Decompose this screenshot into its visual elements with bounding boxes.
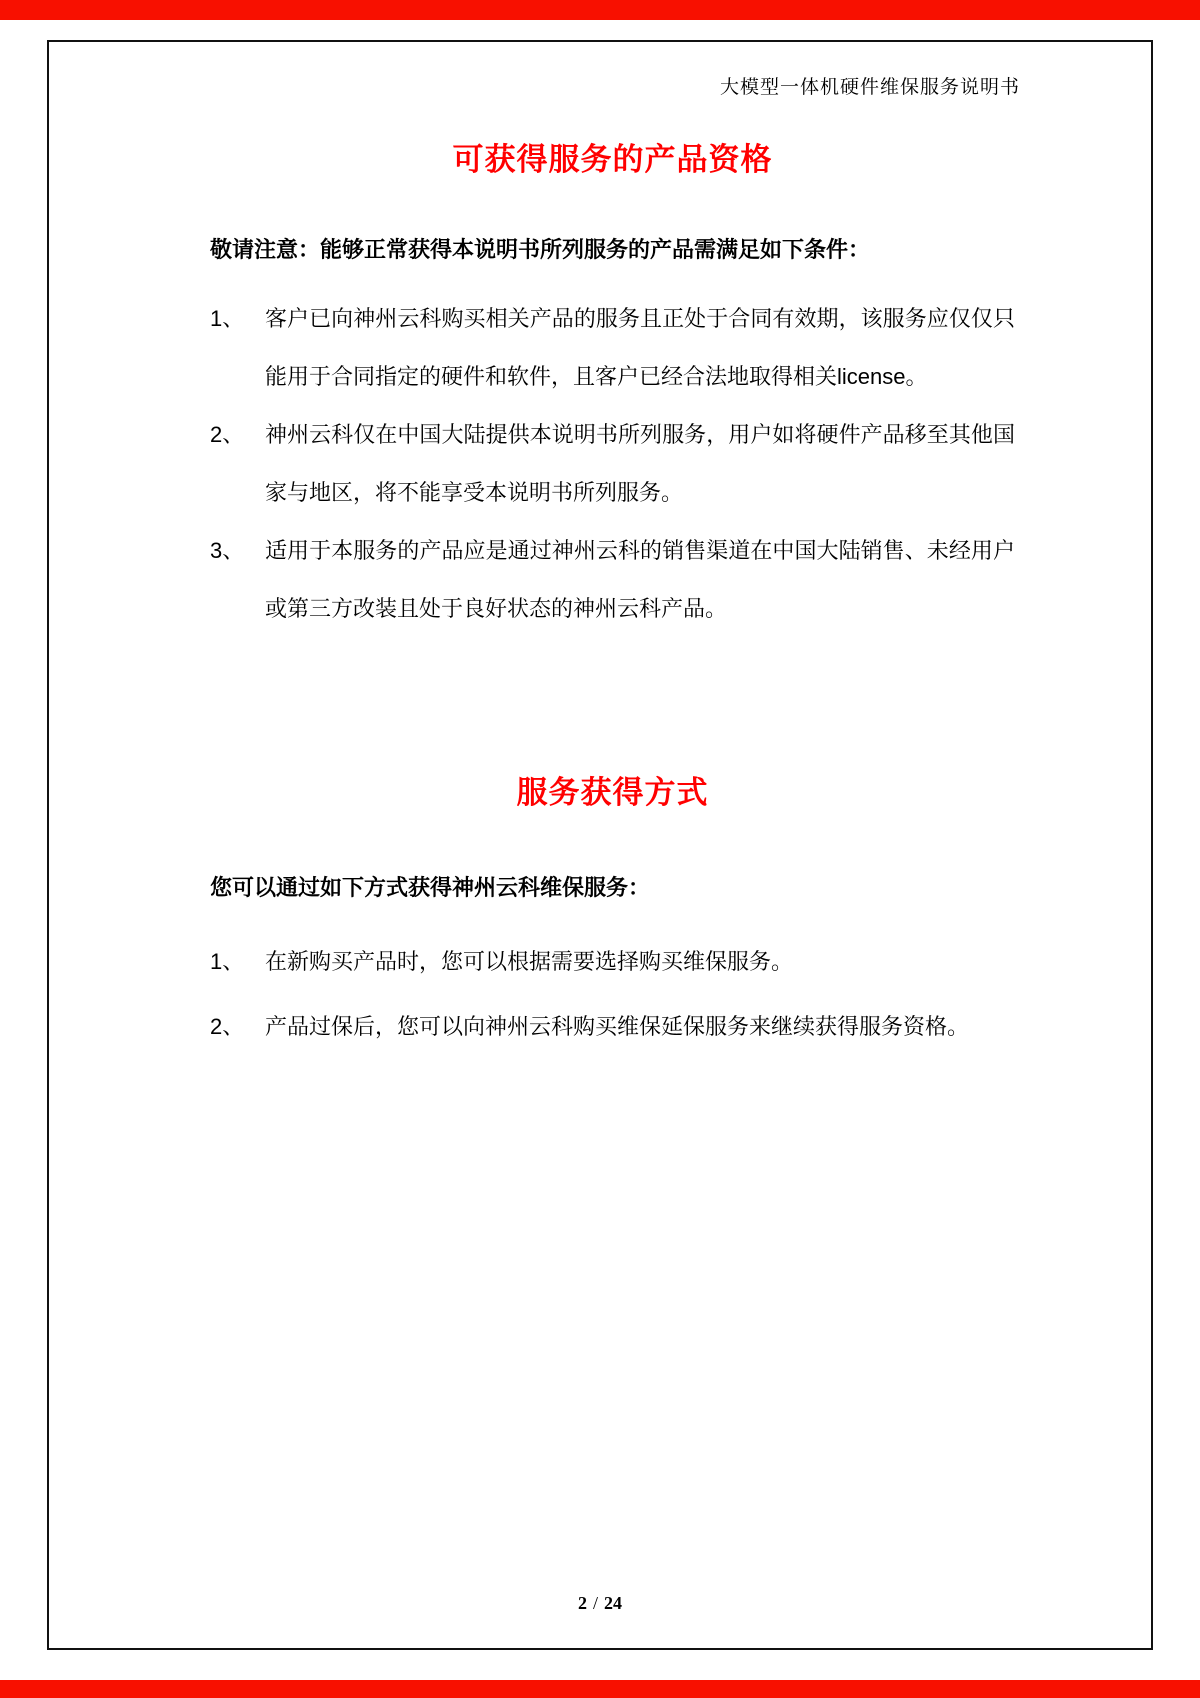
document-header-title: 大模型一体机硬件维保服务说明书 — [719, 77, 1020, 98]
list-item-text: 客户已向神州云科购买相关产品的服务且正处于合同有效期，该服务应仅仅只能用于合同指定的硬件和软件，且客户已经合法地取得相关license。 — [265, 306, 1015, 389]
list-item-number: 2、 — [210, 1014, 245, 1039]
page-border-frame — [47, 40, 1153, 1650]
top-accent-bar — [0, 0, 1200, 20]
bottom-accent-bar — [0, 1680, 1200, 1698]
list-item — [210, 933, 1015, 991]
page-number: 2 — [577, 1593, 587, 1613]
section1-intro: 敬请注意：能够正常获得本说明书所列服务的产品需满足如下条件： — [210, 237, 871, 262]
list-item-text: 产品过保后，您可以向神州云科购买维保延保服务来继续获得服务资格。 — [265, 1014, 970, 1039]
section2-title: 服务获得方式 — [516, 775, 709, 810]
list-item-number: 1、 — [210, 949, 245, 974]
section1-title: 可获得服务的产品资格 — [452, 142, 773, 177]
list-item-number: 3、 — [210, 538, 245, 563]
section2-list — [210, 933, 1015, 1063]
list-item-text: 在新购买产品时，您可以根据需要选择购买维保服务。 — [265, 949, 794, 974]
list-item-text: 适用于本服务的产品应是通过神州云科的销售渠道在中国大陆销售、未经用户或第三方改装且处于良好状态的神州云科产品。 — [265, 538, 1015, 621]
list-item-number: 1、 — [210, 306, 245, 331]
list-item — [210, 406, 1015, 522]
page-number-separator: / — [592, 1593, 598, 1613]
section2-intro: 您可以通过如下方式获得神州云科维保服务： — [210, 875, 651, 900]
list-item-number: 2、 — [210, 422, 245, 447]
list-item — [210, 998, 1015, 1056]
page-total: 24 — [604, 1593, 622, 1613]
page-footer — [0, 1590, 1200, 1616]
section1-list — [210, 290, 1015, 638]
list-item-text: 神州云科仅在中国大陆提供本说明书所列服务，用户如将硬件产品移至其他国家与地区，将不能享受本说明书所列服务。 — [265, 422, 1015, 505]
list-item — [210, 522, 1015, 638]
list-item — [210, 290, 1015, 406]
